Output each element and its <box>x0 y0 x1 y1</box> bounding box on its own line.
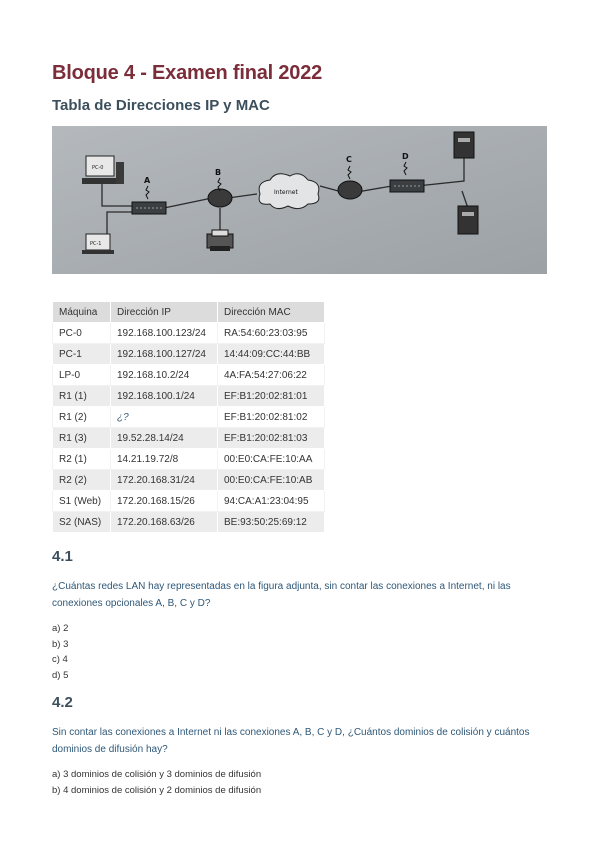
question-text: ¿Cuántas redes LAN hay representadas en la figura adjunta, sin contar las conexiones a Internet, ni las conexiones opcionales A, B, C y D? <box>52 581 511 609</box>
table-row <box>53 344 325 365</box>
col-header: Máquina <box>53 302 111 323</box>
label-d: D <box>402 152 409 161</box>
network-diagram <box>52 126 547 274</box>
cell: R2 (2) <box>53 470 111 491</box>
table-row <box>53 449 325 470</box>
table-row <box>53 407 325 428</box>
unknown-ip-cell: ¿? <box>111 407 218 428</box>
cell: 14.21.19.72/8 <box>111 449 218 470</box>
cell: RA:54:60:23:03:95 <box>218 323 325 344</box>
cell: EF:B1:20:02:81:01 <box>218 386 325 407</box>
option: b) 3 <box>52 638 69 650</box>
table-header-row <box>53 302 325 323</box>
col-header: Dirección MAC <box>218 302 325 323</box>
cell: PC-0 <box>53 323 111 344</box>
table-row <box>53 512 325 533</box>
question-text: Sin contar las conexiones a Internet ni las conexiones A, B, C y D, ¿Cuántos dominios de colisión y cuántos dominios de difusión hay? <box>52 727 530 755</box>
table-row <box>53 428 325 449</box>
cell: 192.168.100.123/24 <box>111 323 218 344</box>
cell: R1 (3) <box>53 428 111 449</box>
cell: 172.20.168.15/26 <box>111 491 218 512</box>
label-b: B <box>215 168 222 177</box>
internet-label: Internet <box>274 189 298 196</box>
cell: R1 (1) <box>53 386 111 407</box>
cell: EF:B1:20:02:81:02 <box>218 407 325 428</box>
table-row <box>53 386 325 407</box>
cell: EF:B1:20:02:81:03 <box>218 428 325 449</box>
option: a) 3 dominios de colisión y 3 dominios de difusión <box>52 769 262 780</box>
pc1-label: PC-1 <box>90 241 102 247</box>
cell: 192.168.100.127/24 <box>111 344 218 365</box>
answer-options <box>52 767 261 798</box>
cell: S1 (Web) <box>53 491 111 512</box>
cell: 172.20.168.63/26 <box>111 512 218 533</box>
cell: R1 (2) <box>53 407 111 428</box>
cell: 172.20.168.31/24 <box>111 470 218 491</box>
cell: BE:93:50:25:69:12 <box>218 512 325 533</box>
page-title: Bloque 4 - Examen final 2022 <box>52 62 323 84</box>
cell: 192.168.100.1/24 <box>111 386 218 407</box>
cell: 4A:FA:54:27:06:22 <box>218 365 325 386</box>
cell: 00:E0:CA:FE:10:AA <box>218 449 325 470</box>
table-row <box>53 365 325 386</box>
cell: PC-1 <box>53 344 111 365</box>
cell: 19.52.28.14/24 <box>111 428 218 449</box>
question-number: 4.2 <box>52 694 73 711</box>
option: c) 4 <box>52 654 68 665</box>
section-subtitle: Tabla de Direcciones IP y MAC <box>52 97 270 114</box>
option: d) 5 <box>52 669 69 681</box>
label-a: A <box>144 176 151 185</box>
table-row <box>53 470 325 491</box>
option: b) 4 dominios de colisión y 2 dominios de difusión <box>52 784 262 796</box>
question-number: 4.1 <box>52 548 73 565</box>
cell: 94:CA:A1:23:04:95 <box>218 491 325 512</box>
label-c: C <box>346 155 352 164</box>
answer-options <box>52 621 68 683</box>
cell: 00:E0:CA:FE:10:AB <box>218 470 325 491</box>
option: a) 2 <box>52 623 69 634</box>
col-header: Dirección IP <box>111 302 218 323</box>
ip-mac-table <box>52 301 325 533</box>
cell: LP-0 <box>53 365 111 386</box>
laptop-icon <box>82 234 114 254</box>
cell: 14:44:09:CC:44:BB <box>218 344 325 365</box>
server-icon <box>454 132 474 158</box>
table-row <box>53 323 325 344</box>
network-diagram-photo <box>52 126 547 274</box>
cell: R2 (1) <box>53 449 111 470</box>
pc0-label: PC-0 <box>92 165 104 171</box>
cell: 192.168.10.2/24 <box>111 365 218 386</box>
cell: S2 (NAS) <box>53 512 111 533</box>
table-row <box>53 491 325 512</box>
server-icon <box>458 206 478 234</box>
